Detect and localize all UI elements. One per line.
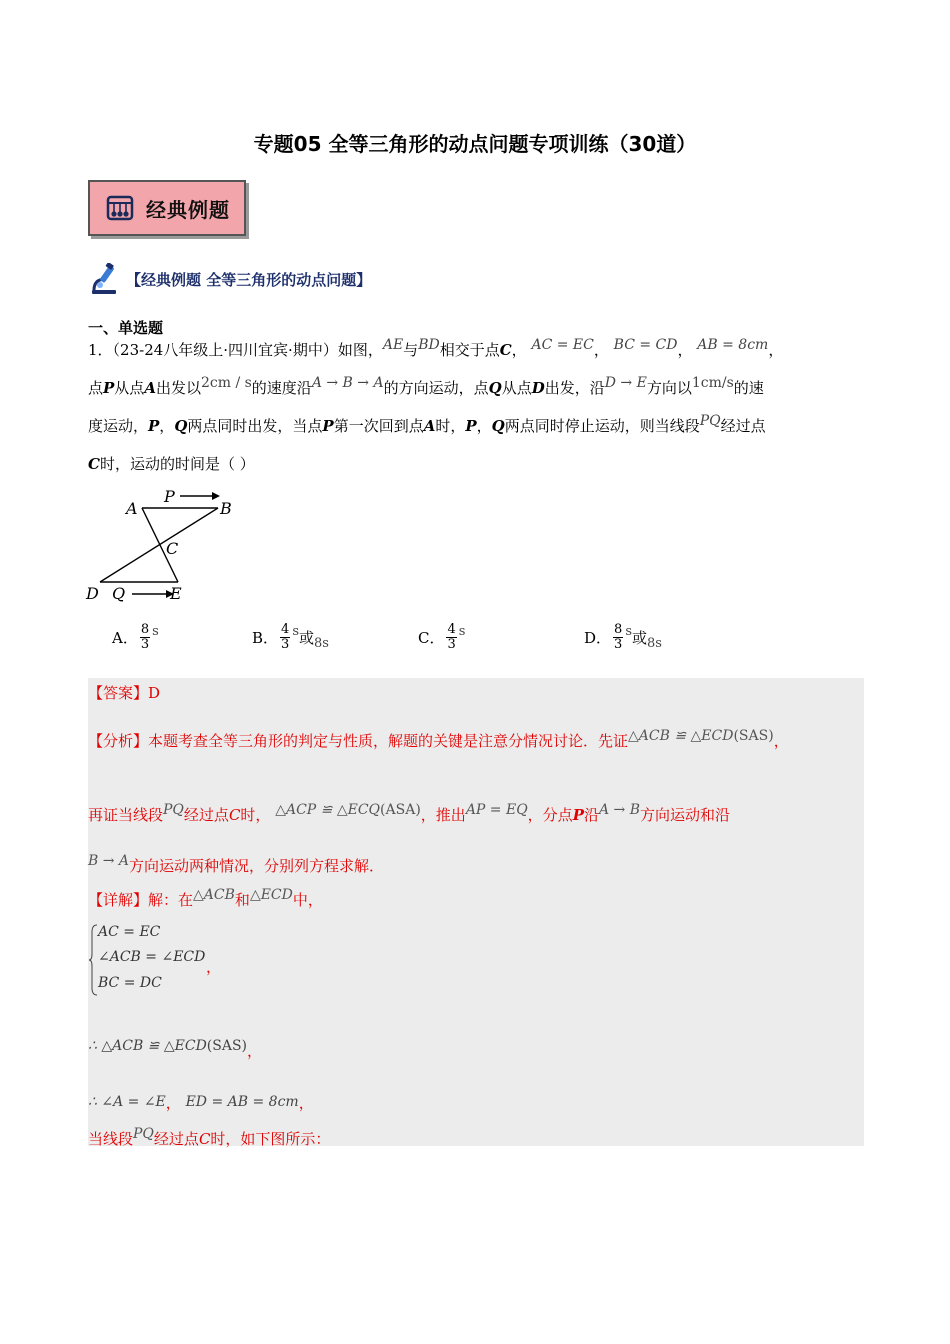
- text: 的方向运动，点: [383, 379, 489, 397]
- math-bd: BD: [418, 337, 440, 353]
- text: ，推出: [420, 806, 466, 824]
- math-d-e: D → E: [604, 375, 647, 391]
- math-triangle-acb: △ACB: [193, 887, 235, 903]
- text: 经过点: [183, 806, 229, 824]
- point-p: P: [148, 417, 160, 435]
- label-q: Q: [112, 584, 126, 603]
- denominator: 3: [614, 637, 623, 652]
- math-path: A → B → A: [311, 375, 384, 391]
- text-yu: 与: [403, 341, 419, 359]
- subsection-title: 一、单选题: [88, 319, 164, 337]
- math-a-b: A → B: [598, 802, 641, 818]
- math-speed: 2cm / s: [200, 375, 252, 391]
- math-pq: PQ: [133, 1126, 154, 1142]
- text: 度运动，: [88, 417, 149, 435]
- detail-line-1: [88, 889, 323, 910]
- text: 再证当线段: [88, 806, 164, 824]
- text: 方向运动两种情况，分别列方程求解．: [129, 857, 385, 875]
- point-c: C: [499, 341, 512, 359]
- option-or: 或: [298, 629, 314, 647]
- text: 方向运动和沿: [640, 806, 731, 824]
- math-bc-cd: BC = CD: [613, 337, 678, 353]
- question-source: （23-24八年级上·四川宜宾·期中）如图，: [112, 341, 383, 359]
- point-c: C: [228, 806, 241, 824]
- point-c: C: [88, 455, 100, 473]
- text: 时，运动的时间是（ ）: [99, 455, 255, 473]
- answer-value: D: [148, 684, 161, 702]
- math-speed1: 1cm/s: [691, 375, 734, 391]
- comma: ，: [165, 1094, 181, 1112]
- option-c: [418, 623, 465, 652]
- point-q: Q: [491, 417, 505, 435]
- unit: s: [292, 624, 299, 639]
- section-heading: [88, 262, 371, 296]
- example-banner: [88, 180, 246, 236]
- fraction: [613, 623, 623, 652]
- label-a: A: [126, 499, 138, 518]
- analysis-line-3: [88, 855, 384, 876]
- equation-system: [88, 920, 222, 1000]
- question-text: [88, 332, 868, 483]
- fraction: [280, 623, 290, 652]
- point-a: A: [144, 379, 156, 397]
- banner-label: 经典例题: [146, 198, 230, 222]
- unit: s: [458, 624, 466, 639]
- text: ，: [159, 417, 175, 435]
- comma: ，: [511, 341, 527, 359]
- math-pq: PQ: [163, 802, 184, 818]
- detail-last-line: [88, 1128, 330, 1149]
- equation-2: ∠ACB = ∠ECD: [98, 949, 206, 965]
- page-title: 专题05 全等三角形的动点问题专项训练（30道）: [253, 132, 697, 156]
- math-congruence-2: △ACP ≌ △ECQ: [275, 802, 381, 818]
- point-q: Q: [488, 379, 502, 397]
- detail-tag: 【详解】: [88, 891, 149, 909]
- text: 从点: [501, 379, 532, 397]
- option-letter: C．: [418, 629, 445, 647]
- comma: ，: [773, 732, 789, 750]
- option-letter: D．: [584, 629, 612, 647]
- math-triangle-ecd: △ECD: [249, 887, 293, 903]
- option-d: [584, 623, 662, 652]
- question-line-1: [88, 332, 868, 370]
- point-c: C: [198, 1130, 211, 1148]
- analysis-text: 本题考查全等三角形的判定与性质，解题的关键是注意分情况讨论．先证: [148, 732, 629, 750]
- numerator: 4: [281, 622, 290, 637]
- point-p: P: [465, 417, 477, 435]
- text: 第一次回到点: [333, 417, 424, 435]
- text: 经过点: [720, 417, 766, 435]
- point-a: A: [423, 417, 436, 435]
- unit: s: [152, 624, 159, 639]
- math-pq: PQ: [699, 413, 721, 429]
- denominator: 3: [447, 637, 456, 652]
- text: 中，: [292, 891, 323, 909]
- label-e: E: [170, 584, 182, 603]
- analysis-line-1: [88, 730, 864, 751]
- option-extra-value: 8s: [647, 636, 662, 651]
- analysis-tag: 【分析】: [88, 732, 149, 750]
- text: 出发，沿: [544, 379, 605, 397]
- text: 时，如下图所示：: [210, 1130, 331, 1148]
- fraction: [446, 623, 456, 652]
- label-d: D: [86, 584, 99, 603]
- text: 两点同时停止运动，则当线段: [504, 417, 700, 435]
- math-ap-eq: AP = EQ: [465, 802, 528, 818]
- text: 的速度沿: [251, 379, 312, 397]
- option-a: [112, 623, 159, 652]
- text: 方向以: [646, 379, 692, 397]
- geometry-figure: [84, 484, 254, 606]
- option-extra-value: 8s: [314, 636, 329, 651]
- text: 从点: [114, 379, 145, 397]
- comma: ，: [298, 1094, 314, 1112]
- analysis-line-2: [88, 804, 730, 825]
- microscope-icon: [88, 263, 122, 295]
- numerator: 4: [447, 622, 456, 637]
- text: 和: [234, 891, 250, 909]
- option-b: [252, 623, 329, 652]
- denominator: 3: [140, 637, 150, 652]
- text: 当线段: [88, 1130, 134, 1148]
- option-letter: B．: [252, 629, 279, 647]
- text: 解：在: [148, 891, 194, 909]
- unit: s: [625, 624, 632, 639]
- question-line-2: [88, 370, 868, 408]
- text: 出发以: [155, 379, 201, 397]
- math-ab-8: AB = 8cm: [697, 337, 769, 353]
- math-congruence-1: △ACB ≌ △ECD: [628, 728, 734, 744]
- math-ac-ec: AC = EC: [531, 337, 594, 353]
- text-intersect: 相交于点: [439, 341, 500, 359]
- text: 的速: [733, 379, 764, 397]
- numerator: 8: [140, 622, 150, 637]
- math-ae: AE: [382, 337, 404, 353]
- point-p: P: [572, 806, 584, 824]
- question-number: 1．: [88, 341, 113, 359]
- comma: ，: [247, 1042, 263, 1060]
- option-or: 或: [631, 629, 647, 647]
- math-sas: (SAS): [206, 1038, 248, 1054]
- text: 经过点: [153, 1130, 199, 1148]
- arrowhead-p: [212, 492, 220, 500]
- section-heading-label: 【经典例题 全等三角形的动点问题】: [126, 270, 372, 289]
- option-letter: A．: [112, 629, 138, 647]
- math-sas: (SAS): [733, 728, 774, 744]
- therefore-line-2: [88, 1092, 314, 1113]
- math-therefore-1: ∴ △ACB ≌ △ECD: [88, 1038, 207, 1054]
- abacus-icon: [106, 194, 134, 222]
- text: 点: [88, 379, 104, 397]
- text: ，分点: [527, 806, 573, 824]
- comma: ，: [677, 341, 693, 359]
- question-line-4: [88, 446, 868, 483]
- segment-bd: [100, 508, 218, 582]
- math-therefore-2: ∴ ∠A = ∠E: [88, 1094, 166, 1110]
- left-brace: [88, 924, 98, 996]
- text: ，: [476, 417, 492, 435]
- answer-line: [88, 682, 160, 703]
- comma: ，: [768, 341, 784, 359]
- equation-1: AC = EC: [98, 924, 161, 940]
- point-d: D: [531, 379, 545, 397]
- equation-3: BC = DC: [98, 975, 162, 991]
- text: 时，: [435, 417, 466, 435]
- question-line-3: [88, 408, 868, 446]
- comma: ，: [593, 341, 609, 359]
- comma: ，: [206, 958, 222, 976]
- numerator: 8: [614, 622, 623, 637]
- point-q: Q: [174, 417, 188, 435]
- label-p: P: [164, 487, 175, 506]
- label-c: C: [166, 539, 179, 558]
- text: 时，: [240, 806, 271, 824]
- therefore-line-1: [88, 1040, 262, 1061]
- math-b-a: B → A: [88, 853, 130, 869]
- fraction: [140, 623, 150, 652]
- denominator: 3: [281, 637, 290, 652]
- text: 沿: [583, 806, 599, 824]
- point-p: P: [103, 379, 115, 397]
- math-ed-ab: ED = AB = 8cm: [185, 1094, 299, 1110]
- point-p: P: [322, 417, 334, 435]
- answer-tag: 【答案】: [88, 684, 149, 702]
- text: 两点同时出发，当点: [187, 417, 323, 435]
- label-b: B: [220, 499, 232, 518]
- math-asa: (ASA): [380, 802, 421, 818]
